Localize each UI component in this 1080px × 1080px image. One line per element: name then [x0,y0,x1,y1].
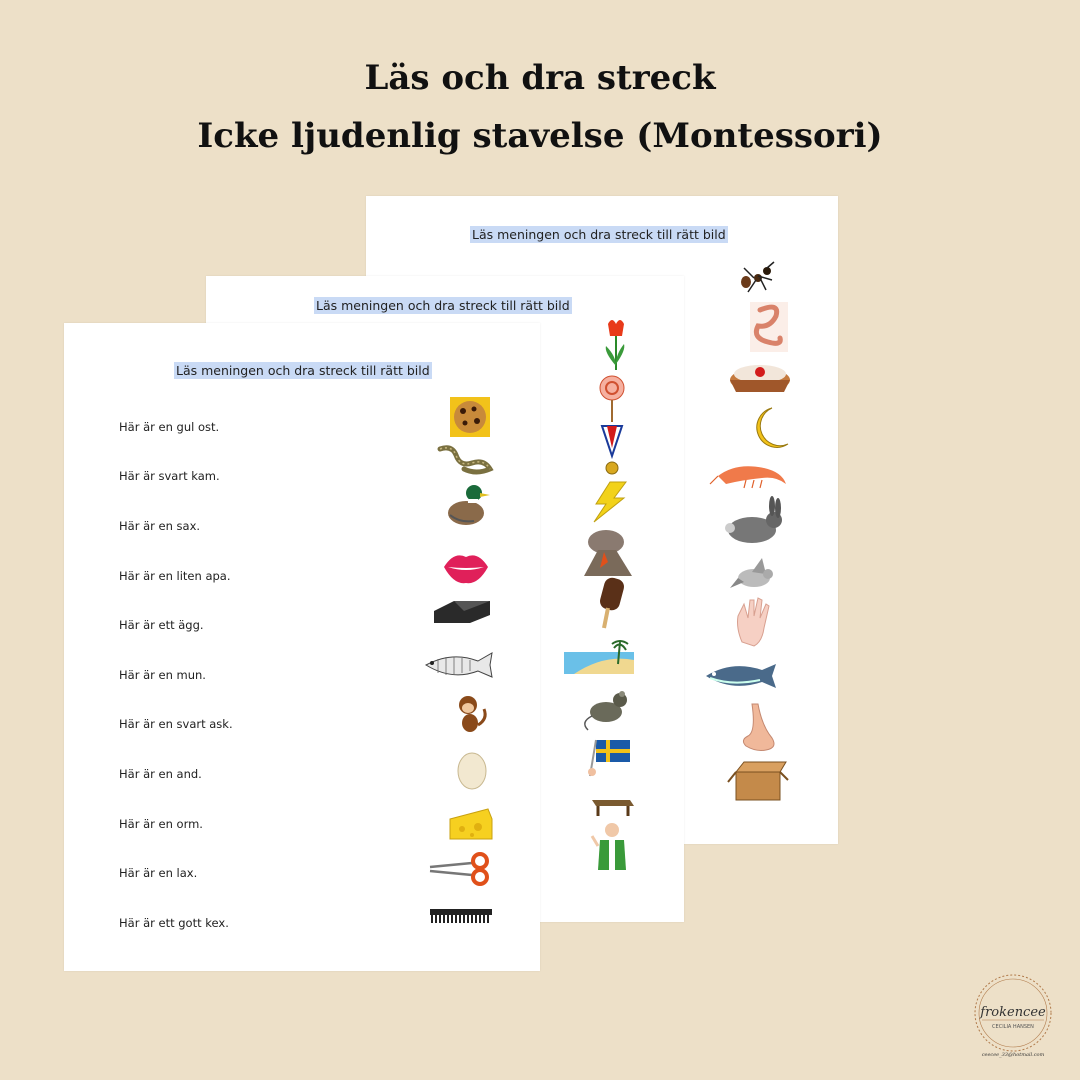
lightning-icon [594,482,626,522]
cod-icon [706,664,776,688]
page-subtitle: Icke ljudenlig stavelse (Montessori) [197,116,883,156]
logo-subtitle: CECILIA HANSEN [992,1024,1034,1030]
duck-icon [448,485,490,525]
sentence-4: Här är en liten apa. [119,569,231,583]
snake-icon [440,448,490,472]
hand-icon [738,598,770,646]
sentence-6: Här är en mun. [119,668,206,682]
sentence-5: Här är ett ägg. [119,618,204,632]
worm-icon [750,302,788,352]
logo-badge [968,968,1058,1058]
sentence-11: Här är ett gott kex. [119,916,229,930]
sentence-7: Här är en svart ask. [119,717,233,731]
cardboard-box-icon [728,762,788,800]
black-box-icon [434,601,490,623]
volcano-icon [584,530,632,576]
priest-icon [592,823,626,870]
sentence-10: Här är en lax. [119,866,198,880]
monkey-icon [459,696,485,732]
medal-icon [602,426,622,474]
rabbit-icon [725,496,782,543]
cheese-icon [450,809,492,839]
tart-icon [730,365,790,392]
bench-icon [592,800,634,816]
lips-icon [444,555,488,583]
dove-icon [730,558,773,588]
sentence-1: Här är en gul ost. [119,420,220,434]
worksheet-front [64,323,540,971]
nose-icon [743,704,774,751]
egg-icon [458,753,486,789]
sentence-3: Här är en sax. [119,519,201,533]
comb-icon [430,909,492,923]
sentence-8: Här är en and. [119,767,202,781]
tulip-icon [606,320,625,370]
scissors-icon [430,854,487,884]
ant-icon [741,262,774,292]
sentence-2: Här är svart kam. [119,469,220,483]
worksheet-heading: Läs meningen och dra streck till rätt bild [176,363,430,378]
rat-icon [585,691,627,730]
brand-logo [968,968,1058,1058]
logo-email: ceecee_33@hotmail.com [981,1052,1045,1058]
cookie-icon [450,397,490,437]
ice-cream-icon [598,576,626,628]
logo-wordmark: frokencee [980,1005,1046,1020]
worksheet-heading: Läs meningen och dra streck till rätt bild [316,298,570,313]
swedish-flag-icon [588,740,630,776]
moon-icon [757,408,788,447]
worksheet-heading: Läs meningen och dra streck till rätt bild [472,227,726,242]
page-title: Läs och dra streck [364,58,716,98]
front-pictures [64,323,540,971]
fish-icon [426,653,492,677]
lollipop-icon [600,376,624,422]
beach-icon [564,641,634,674]
sentence-9: Här är en orm. [119,817,203,831]
shrimp-icon [710,466,786,488]
